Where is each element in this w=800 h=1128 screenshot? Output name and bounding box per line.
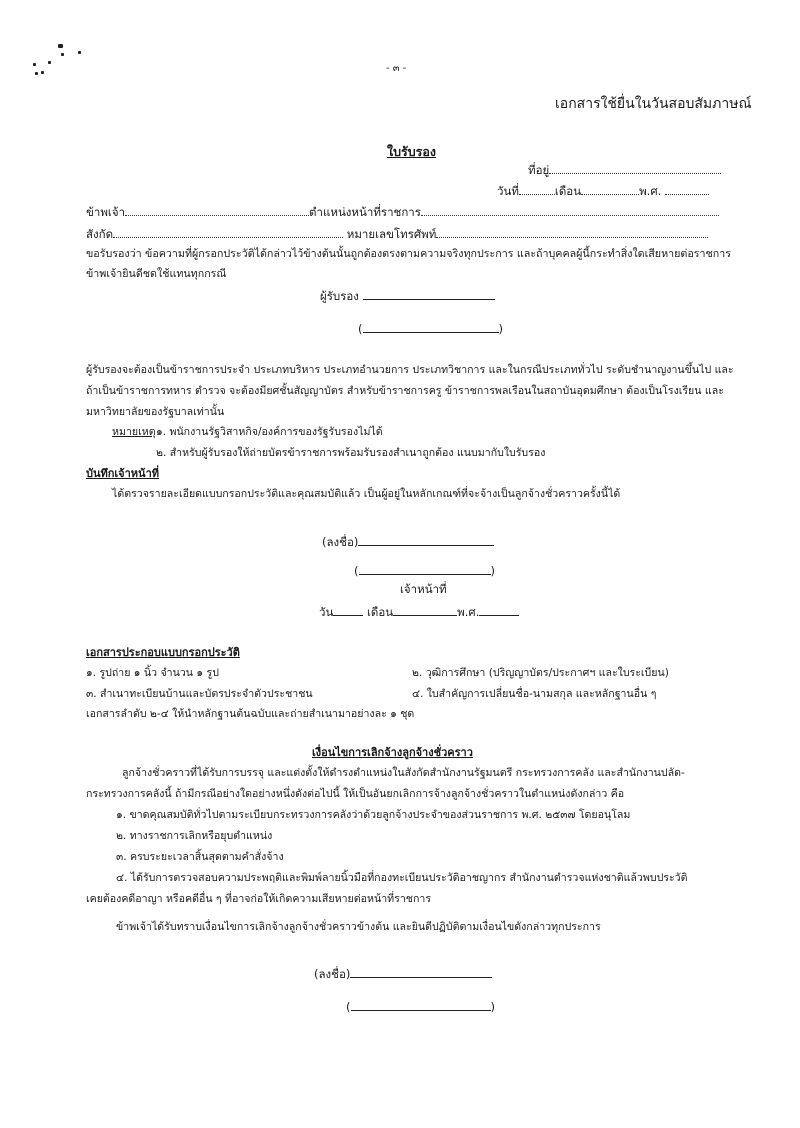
certifier-label: ผู้รับรอง [320,289,359,303]
paren-close: ) [490,564,495,578]
year-field[interactable] [665,183,709,195]
attachment-item-1: ๑. รูปถ่าย ๑ นิ้ว จำนวน ๑ รูป [86,667,219,679]
condition-3: ๓. ครบระยะเวลาสิ้นสุดตามคำสั่งจ้าง [116,851,284,863]
condition-4: ๔. ได้รับการตรวจสอบความประพฤติและพิมพ์ลายนิ้วมือที่กองทะเบียนประวัติอาชญากร สำนักงานตำรวจแห่งชาติแล้วพบประวัติ [116,872,688,884]
statement-line-2: ข้าพเจ้ายินดีชดใช้แทนทุกกรณี [86,267,227,280]
attachments-footer: เอกสารลำดับ ๒-๔ ให้นำหลักฐานต้นฉบับและถ่ายสำเนามาอย่างละ ๑ ชุด [86,708,415,720]
page-number: - ๓ - [386,63,407,74]
name-label: ข้าพเจ้า [86,205,126,219]
applicant-name-field[interactable] [351,999,491,1011]
name-position-row [86,204,719,220]
address-row [528,162,721,178]
paren-open: ( [354,564,359,578]
certifier-name-row [358,321,503,337]
month-field[interactable] [581,183,639,195]
attachment-item-3: ๓. สำเนาทะเบียนบ้านและบัตรประจำตัวประชาชน [86,688,313,700]
affiliation-label: สังกัด [86,227,114,241]
certifier-name-field[interactable] [363,321,499,333]
note-label: หมายเหตุ [112,426,156,438]
header-note: เอกสารใช้ยื่นในวันสอบสัมภาษณ์ [555,96,752,112]
day-field[interactable] [519,183,555,195]
day-label: วัน [319,605,334,619]
certificate-title: ใบรับรอง [387,144,437,159]
requirements-line-3: มหาวิทยาลัยของรัฐบาลเท่านั้น [86,406,225,418]
date-label: วันที่ [497,184,519,198]
sign-label: (ลงชื่อ) [314,967,351,981]
certifier-signature-row [320,288,495,304]
name-field[interactable] [125,204,309,216]
officer-signature-field[interactable] [358,534,494,546]
date-row [497,183,709,199]
applicant-signature-field[interactable] [350,966,492,978]
applicant-signature-row [314,966,492,982]
officer-name-row [354,563,495,579]
month-label: เดือน [366,605,394,619]
paren-close: ) [498,322,503,336]
note-item-1: ๑. พนักงานรัฐวิสาหกิจ/องค์การของรัฐรับรองไม่ได้ [156,426,383,438]
applicant-name-row [346,999,495,1015]
paren-close: ) [490,1000,495,1014]
paren-open: ( [358,322,363,336]
officer-record-heading: บันทึกเจ้าหน้าที่ [86,467,159,480]
officer-signature-row [322,534,494,550]
address-field[interactable] [549,162,721,174]
affiliation-field[interactable] [113,226,343,238]
officer-record-text: ได้ตรวจรายละเอียดแบบกรอกประวัติและคุณสมบัติแล้ว เป็นผู้อยู่ในหลักเกณฑ์ที่จะจ้างเป็นลูกจ้างชั่วคราวครั้งนี้ได้ [112,488,621,500]
termination-heading: เงื่อนไขการเลิกจ้างลูกจ้างชั่วคราว [312,746,473,759]
paren-open: ( [346,1000,351,1014]
attachment-item-2: ๒. วุฒิการศึกษา (ปริญญาบัตร/ประกาศฯ และใบระเบียน) [412,667,669,679]
officer-label: เจ้าหน้าที่ [400,582,447,596]
affiliation-phone-row [86,226,708,242]
position-field[interactable] [421,204,719,216]
officer-year-field[interactable] [479,604,519,616]
requirements-line-1: ผู้รับรองจะต้องเป็นข้าราชการประจำ ประเภทบริหาร ประเภทอำนวยการ ประเภทวิชาการ และในกรณีประเภททั่วไป ระดับชำนาญงานขึ้นไป และ [86,364,734,376]
sign-label: (ลงชื่อ) [322,535,359,549]
termination-intro-2: กระทรวงการคลังนี้ ถ้ามีกรณีอย่างใดอย่างหนึ่งดังต่อไปนี้ ให้เป็นอันยกเลิกการจ้างลูกจ้างชั่วคราวในตำแหน่งดังกล่าว คือ [86,788,625,800]
acknowledgement: ข้าพเจ้าได้รับทราบเงื่อนไขการเลิกจ้างลูกจ้างชั่วคราวข้างต้น และยินดีปฏิบัติตามเงื่อนไขดังกล่าวทุกประการ [116,921,601,933]
address-label: ที่อยู่ [528,163,550,177]
termination-intro-1: ลูกจ้างชั่วคราวที่ได้รับการบรรจุ และแต่งตั้งให้ดำรงตำแหน่งในสังกัดสำนักงานรัฐมนตรี กระทรวงการคลัง และสำนักงานปลัด- [122,767,685,779]
condition-2: ๒. ทางราชการเลิกหรือยุบตำแหน่ง [116,830,273,842]
requirements-line-2: ถ้าเป็นข้าราชการทหาร ตำรวจ จะต้องมียศชั้นสัญญาบัตร สำหรับข้าราชการครู ข้าราชการพลเรือนในสถาบันอุดมศึกษา ต้องเป็นโรงเรียน และ [86,385,724,397]
attachment-item-4: ๔. ใบสำคัญการเปลี่ยนชื่อ-นามสกุล และหลักฐานอื่น ๆ [412,688,657,700]
officer-day-field[interactable] [333,604,363,616]
condition-1: ๑. ขาดคุณสมบัติทั่วไปตามระเบียบกระทรวงการคลังว่าด้วยลูกจ้างประจำของส่วนราชการ พ.ศ. ๒๕๓๗ โดยอนุโลม [116,809,631,821]
officer-name-field[interactable] [359,563,491,575]
condition-4-continued: เคยต้องคดีอาญา หรือคดีอื่น ๆ ที่อาจก่อให้เกิดความเสียหายต่อหน้าที่ราชการ [86,893,432,905]
officer-month-field[interactable] [393,604,457,616]
month-label: เดือน [554,184,582,198]
certifier-signature-field[interactable] [363,288,495,300]
year-label: พ.ศ. [457,605,480,619]
attachments-heading: เอกสารประกอบแบบกรอกประวัติ [86,646,240,659]
officer-date-row [319,604,519,620]
phone-label: หมายเลขโทรศัพท์ [346,227,437,241]
phone-field[interactable] [436,226,708,238]
position-label: ตำแหน่งหน้าที่ราชการ [309,205,421,219]
year-label: พ.ศ. [639,184,662,198]
note-item-2: ๒. สำหรับผู้รับรองให้ถ่ายบัตรข้าราชการพร้อมรับรองสำเนาถูกต้อง แนบมากับใบรับรอง [156,447,546,459]
statement-line-1: ขอรับรองว่า ข้อความที่ผู้กรอกประวัติได้กล่าวไว้ข้างต้นนั้นถูกต้องตรงตามความจริงทุกประการ และถ้าบุคคลผู้นี้กระทำสิ่งใดเสียหายต่อราชการ [86,247,731,260]
